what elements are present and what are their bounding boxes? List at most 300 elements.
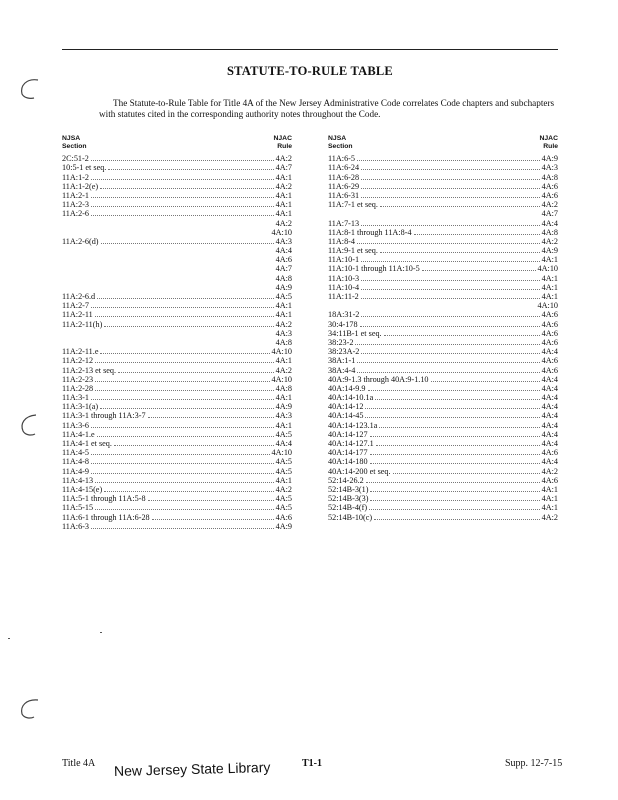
njac-rule: 4A:2 bbox=[275, 319, 292, 329]
leader-dots bbox=[370, 435, 540, 437]
njsa-section: 52:14-26.2 bbox=[328, 475, 364, 485]
table-row bbox=[62, 301, 292, 310]
njsa-section: 40A:14-123.1a bbox=[328, 420, 378, 430]
leader-dots bbox=[104, 490, 273, 492]
table-row bbox=[328, 476, 558, 485]
njsa-section: 40A:14-12 bbox=[328, 402, 364, 412]
njac-rule: 4A:4 bbox=[541, 347, 558, 357]
njsa-section: 40A:14-9.9 bbox=[328, 383, 366, 393]
table-row bbox=[62, 522, 292, 531]
leader-dots bbox=[95, 389, 274, 391]
njac-rule: 4A:1 bbox=[541, 273, 558, 283]
punch-hole-mark bbox=[18, 412, 44, 438]
njsa-section: 11A:1-2(e) bbox=[62, 181, 99, 191]
njac-rule: 4A:4 bbox=[541, 457, 558, 467]
njsa-section: 11A:6-29 bbox=[328, 181, 360, 191]
table-row bbox=[328, 457, 558, 466]
njac-rule: 4A:3 bbox=[541, 163, 558, 173]
leader-dots bbox=[361, 168, 540, 170]
njsa-section: 11A:2-12 bbox=[62, 356, 94, 366]
njsa-section: 11A:3-1 through 11A:3-7 bbox=[62, 411, 146, 421]
njac-rule: 4A:2 bbox=[275, 154, 292, 164]
leader-dots bbox=[375, 398, 539, 400]
footer-page-number: T1-1 bbox=[302, 758, 322, 769]
njac-rule: 4A:4 bbox=[541, 439, 558, 448]
leader-dots bbox=[361, 315, 539, 317]
punch-hole-mark bbox=[18, 696, 44, 722]
leader-dots bbox=[370, 462, 540, 464]
table-row bbox=[62, 255, 292, 264]
leader-dots bbox=[369, 508, 540, 510]
njsa-section: 11A:4-1.e bbox=[62, 429, 95, 439]
njsa-section: 34:11B-1 et seq. bbox=[328, 328, 382, 338]
njsa-section: 40A:14-180 bbox=[328, 457, 368, 467]
leader-dots bbox=[361, 224, 540, 226]
njac-rule: 4A:4 bbox=[541, 420, 558, 430]
leader-dots bbox=[370, 499, 539, 501]
table-row bbox=[62, 292, 292, 301]
table-row bbox=[62, 200, 292, 209]
njac-rule: 4A:7 bbox=[275, 264, 292, 274]
njsa-section: 11A:3-1(a) bbox=[62, 402, 99, 412]
leader-dots bbox=[357, 159, 540, 161]
njac-rule: 4A:4 bbox=[541, 402, 558, 412]
njac-rule: 4A:10 bbox=[271, 347, 292, 357]
table-row bbox=[62, 283, 292, 292]
leader-dots bbox=[365, 407, 539, 409]
table-row bbox=[62, 338, 292, 347]
njac-rule: 4A:6 bbox=[541, 319, 558, 329]
njsa-section: 11A:5-1 through 11A:5-8 bbox=[62, 494, 146, 504]
njac-rule: 4A:7 bbox=[541, 209, 558, 219]
scan-speck bbox=[100, 632, 102, 633]
njsa-section: 52:14B-3(3) bbox=[328, 494, 369, 504]
leader-dots bbox=[384, 334, 540, 336]
leader-dots bbox=[91, 306, 274, 308]
top-rule bbox=[62, 49, 558, 50]
njac-rule: 4A:10 bbox=[537, 301, 558, 311]
njac-rule: 4A:1 bbox=[275, 200, 292, 210]
njsa-section: 52:14B-3(1) bbox=[328, 484, 369, 494]
njac-rule: 4A:6 bbox=[541, 337, 558, 347]
njsa-section: 11A:10-3 bbox=[328, 273, 360, 283]
njsa-section: 11A:2-6(d) bbox=[62, 236, 99, 246]
njac-rule: 4A:10 bbox=[271, 374, 292, 384]
table-row bbox=[328, 310, 558, 319]
header-njac: NJAC bbox=[273, 135, 292, 142]
njsa-section: 38A:1-1 bbox=[328, 356, 356, 366]
njac-rule: 4A:1 bbox=[541, 484, 558, 494]
njsa-section: 11A:6-24 bbox=[328, 163, 360, 173]
leader-dots bbox=[361, 297, 540, 299]
right-table-rows bbox=[328, 154, 558, 522]
table-row bbox=[62, 154, 292, 163]
leader-dots bbox=[95, 380, 269, 382]
table-row bbox=[62, 347, 292, 356]
table-row bbox=[328, 329, 558, 338]
table-row bbox=[328, 356, 558, 365]
njac-rule: 4A:6 bbox=[275, 255, 292, 265]
njsa-section: 11A:5-15 bbox=[62, 503, 94, 513]
leader-dots bbox=[91, 426, 274, 428]
header-section: Section bbox=[328, 142, 353, 150]
njac-rule: 4A:2 bbox=[541, 236, 558, 246]
njsa-section: 38A:4-4 bbox=[328, 365, 356, 375]
njsa-section: 11A:10-4 bbox=[328, 282, 360, 292]
table-row bbox=[328, 301, 558, 310]
right-column bbox=[328, 135, 558, 522]
njsa-section: 11A:7-13 bbox=[328, 218, 360, 228]
njac-rule: 4A:3 bbox=[275, 236, 292, 246]
njsa-section: 11A:6-5 bbox=[328, 154, 355, 164]
njsa-section: 38:23A-2 bbox=[328, 347, 360, 357]
njsa-section: 11A:7-1 et seq. bbox=[328, 200, 378, 210]
njac-rule: 4A:5 bbox=[275, 503, 292, 513]
njsa-section: 11A:10-1 bbox=[328, 255, 360, 265]
leader-dots bbox=[91, 196, 274, 198]
leader-dots bbox=[91, 159, 274, 161]
njac-rule: 4A:9 bbox=[541, 246, 558, 256]
table-row bbox=[62, 439, 292, 448]
left-column-header bbox=[62, 135, 292, 150]
njsa-section: 38:23-2 bbox=[328, 337, 354, 347]
table-row bbox=[62, 191, 292, 200]
njsa-section: 52:14B-10(c) bbox=[328, 512, 373, 522]
table-row bbox=[328, 503, 558, 512]
njac-rule: 4A:3 bbox=[275, 411, 292, 421]
njsa-section: 40A:14-127.1 bbox=[328, 439, 374, 448]
njac-rule: 4A:10 bbox=[537, 264, 558, 274]
table-row bbox=[328, 237, 558, 246]
table-row bbox=[62, 274, 292, 283]
table-row bbox=[328, 375, 558, 384]
njac-rule: 4A:2 bbox=[275, 365, 292, 375]
njac-rule: 4A:6 bbox=[541, 448, 558, 458]
table-row bbox=[328, 274, 558, 283]
table-row bbox=[62, 384, 292, 393]
njac-rule: 4A:9 bbox=[275, 402, 292, 412]
njsa-section: 11A:6-28 bbox=[328, 172, 360, 182]
table-row bbox=[62, 366, 292, 375]
njac-rule: 4A:4 bbox=[541, 383, 558, 393]
leader-dots bbox=[355, 343, 539, 345]
intro-paragraph: The Statute-to-Rule Table for Title 4A of the New Jersey Administrative Code correlates Code chapters and subchapters with statutes cited in the corresponding authority notes throughout the Code. bbox=[99, 98, 555, 119]
table-row bbox=[62, 503, 292, 512]
njsa-section: 11A:2-6 bbox=[62, 209, 89, 219]
table-row bbox=[328, 163, 558, 172]
njsa-section: 11A:2-11 bbox=[62, 310, 93, 320]
table-row bbox=[62, 219, 292, 228]
njac-rule: 4A:1 bbox=[541, 282, 558, 292]
table-row bbox=[62, 411, 292, 420]
njsa-section: 11A:8-4 bbox=[328, 236, 355, 246]
leader-dots bbox=[393, 472, 540, 474]
table-row bbox=[328, 402, 558, 411]
leader-dots bbox=[108, 168, 273, 170]
njsa-section: 11A:4-5 bbox=[62, 448, 89, 458]
njsa-section: 11A:2-13 et seq. bbox=[62, 365, 117, 375]
header-njac: NJAC bbox=[539, 135, 558, 142]
njsa-section: 11A:3-1 bbox=[62, 393, 89, 403]
table-row bbox=[328, 264, 558, 273]
njsa-section: 10:5-1 et seq. bbox=[62, 163, 107, 173]
table-row bbox=[328, 246, 558, 255]
table-row bbox=[62, 182, 292, 191]
leader-dots bbox=[104, 325, 273, 327]
right-column-header bbox=[328, 135, 558, 150]
njac-rule: 4A:8 bbox=[275, 273, 292, 283]
table-row bbox=[328, 255, 558, 264]
footer-title: Title 4A bbox=[62, 758, 96, 769]
njac-rule: 4A:6 bbox=[541, 310, 558, 320]
table-row bbox=[62, 457, 292, 466]
table-row bbox=[62, 485, 292, 494]
njac-rule: 4A:8 bbox=[275, 383, 292, 393]
leader-dots bbox=[365, 416, 539, 418]
table-row bbox=[328, 494, 558, 503]
library-stamp: New Jersey State Library bbox=[113, 758, 271, 780]
table-row bbox=[62, 476, 292, 485]
leader-dots bbox=[91, 205, 274, 207]
leader-dots bbox=[431, 380, 540, 382]
leader-dots bbox=[101, 242, 274, 244]
njac-rule: 4A:8 bbox=[541, 227, 558, 237]
table-row bbox=[328, 209, 558, 218]
table-row bbox=[328, 430, 558, 439]
leader-dots bbox=[95, 481, 274, 483]
njsa-section: 40A:14-45 bbox=[328, 411, 364, 421]
njac-rule: 4A:4 bbox=[541, 218, 558, 228]
table-row bbox=[328, 228, 558, 237]
leader-dots bbox=[414, 233, 540, 235]
njac-rule: 4A:1 bbox=[541, 503, 558, 513]
table-row bbox=[328, 384, 558, 393]
njac-rule: 4A:6 bbox=[541, 190, 558, 200]
leader-dots bbox=[361, 279, 540, 281]
njsa-section: 11A:2-11.e bbox=[62, 347, 99, 357]
table-row bbox=[328, 393, 558, 402]
table-row bbox=[328, 347, 558, 356]
leader-dots bbox=[380, 251, 540, 253]
njac-rule: 4A:5 bbox=[275, 292, 292, 301]
njac-rule: 4A:6 bbox=[541, 356, 558, 366]
njsa-section: 11A:6-3 bbox=[62, 521, 89, 531]
njac-rule: 4A:6 bbox=[541, 365, 558, 375]
leader-dots bbox=[366, 481, 540, 483]
leader-dots bbox=[91, 453, 270, 455]
table-row bbox=[62, 402, 292, 411]
table-row bbox=[62, 320, 292, 329]
leader-dots bbox=[118, 371, 274, 373]
table-row bbox=[328, 200, 558, 209]
njac-rule: 4A:2 bbox=[275, 218, 292, 228]
leader-dots bbox=[95, 508, 274, 510]
njac-rule: 4A:2 bbox=[541, 466, 558, 476]
table-row bbox=[328, 219, 558, 228]
njac-rule: 4A:8 bbox=[541, 172, 558, 182]
njac-rule: 4A:1 bbox=[541, 255, 558, 265]
table-row bbox=[62, 467, 292, 476]
leader-dots bbox=[380, 205, 540, 207]
njsa-section: 11A:6-1 through 11A:6-28 bbox=[62, 512, 150, 522]
njac-rule: 4A:1 bbox=[275, 209, 292, 219]
leader-dots bbox=[376, 444, 540, 446]
leader-dots bbox=[100, 407, 274, 409]
njac-rule: 4A:4 bbox=[275, 246, 292, 256]
table-row bbox=[328, 439, 558, 448]
njsa-section: 11A:3-6 bbox=[62, 420, 89, 430]
header-njsa: NJSA bbox=[62, 135, 81, 142]
njsa-section: 11A:1-2 bbox=[62, 172, 89, 182]
njsa-section: 11A:6-31 bbox=[328, 190, 360, 200]
leader-dots bbox=[91, 472, 274, 474]
table-row bbox=[328, 154, 558, 163]
table-row bbox=[62, 513, 292, 522]
njsa-section: 40A:14-127 bbox=[328, 429, 368, 439]
njac-rule: 4A:2 bbox=[275, 181, 292, 191]
table-row bbox=[62, 163, 292, 172]
njac-rule: 4A:1 bbox=[275, 172, 292, 182]
table-row bbox=[328, 191, 558, 200]
njac-rule: 4A:4 bbox=[541, 411, 558, 421]
leader-dots bbox=[361, 352, 539, 354]
table-row bbox=[328, 448, 558, 457]
left-column bbox=[62, 135, 292, 531]
njac-rule: 4A:5 bbox=[275, 466, 292, 476]
njac-rule: 4A:3 bbox=[275, 328, 292, 338]
table-row bbox=[328, 292, 558, 301]
table-row bbox=[62, 393, 292, 402]
njsa-section: 11A:2-7 bbox=[62, 301, 89, 311]
njac-rule: 4A:7 bbox=[275, 163, 292, 173]
njac-rule: 4A:4 bbox=[541, 393, 558, 403]
table-row bbox=[62, 448, 292, 457]
njsa-section: 11A:4-1 et seq. bbox=[62, 439, 112, 448]
leader-dots bbox=[422, 269, 536, 271]
njac-rule: 4A:1 bbox=[275, 310, 292, 320]
table-row bbox=[328, 283, 558, 292]
njac-rule: 4A:1 bbox=[275, 475, 292, 485]
page-title: STATUTE-TO-RULE TABLE bbox=[227, 64, 393, 78]
njac-rule: 4A:5 bbox=[275, 494, 292, 504]
table-row bbox=[328, 320, 558, 329]
leader-dots bbox=[152, 518, 274, 520]
left-table-rows bbox=[62, 154, 292, 531]
njsa-section: 40A:9-1.3 through 40A:9-1.10 bbox=[328, 374, 429, 384]
njac-rule: 4A:2 bbox=[275, 484, 292, 494]
njsa-section: 40A:14-10.1a bbox=[328, 393, 374, 403]
table-row bbox=[62, 173, 292, 182]
punch-hole-mark bbox=[18, 76, 44, 102]
njac-rule: 4A:4 bbox=[541, 429, 558, 439]
leader-dots bbox=[370, 490, 539, 492]
njsa-section: 11A:2-3 bbox=[62, 200, 89, 210]
table-row bbox=[328, 467, 558, 476]
njac-rule: 4A:9 bbox=[541, 154, 558, 164]
table-row bbox=[62, 264, 292, 273]
njac-rule: 4A:9 bbox=[275, 521, 292, 531]
njac-rule: 4A:2 bbox=[541, 200, 558, 210]
njac-rule: 4A:6 bbox=[541, 328, 558, 338]
njsa-section: 11A:2-11(h) bbox=[62, 319, 103, 329]
table-row bbox=[328, 421, 558, 430]
table-row bbox=[328, 182, 558, 191]
header-rule: Rule bbox=[277, 142, 292, 150]
leader-dots bbox=[97, 297, 273, 299]
leader-dots bbox=[357, 371, 539, 373]
njac-rule: 4A:6 bbox=[275, 512, 292, 522]
leader-dots bbox=[361, 187, 540, 189]
leader-dots bbox=[357, 361, 539, 363]
njsa-section: 11A:9-1 et seq. bbox=[328, 246, 378, 256]
njac-rule: 4A:4 bbox=[275, 439, 292, 448]
njsa-section: 11A:8-1 through 11A:8-4 bbox=[328, 227, 412, 237]
leader-dots bbox=[95, 315, 274, 317]
njsa-section: 11A:4-8 bbox=[62, 457, 89, 467]
table-row bbox=[62, 237, 292, 246]
leader-dots bbox=[361, 288, 540, 290]
table-row bbox=[62, 310, 292, 319]
leader-dots bbox=[95, 361, 274, 363]
leader-dots bbox=[148, 416, 274, 418]
njsa-section: 11A:4-13 bbox=[62, 475, 94, 485]
leader-dots bbox=[374, 518, 540, 520]
leader-dots bbox=[91, 527, 274, 529]
header-rule: Rule bbox=[543, 142, 558, 150]
leader-dots bbox=[368, 389, 540, 391]
njsa-section: 40A:14-200 et seq. bbox=[328, 466, 391, 476]
leader-dots bbox=[91, 462, 274, 464]
table-row bbox=[328, 173, 558, 182]
leader-dots bbox=[114, 444, 274, 446]
njsa-section: 11A:11-2 bbox=[328, 292, 359, 301]
njsa-section: 2C:51-2 bbox=[62, 154, 89, 164]
njac-rule: 4A:1 bbox=[275, 393, 292, 403]
table-row bbox=[62, 430, 292, 439]
njac-rule: 4A:1 bbox=[541, 292, 558, 301]
table-row bbox=[62, 356, 292, 365]
table-row bbox=[328, 338, 558, 347]
table-row bbox=[328, 366, 558, 375]
njac-rule: 4A:9 bbox=[275, 282, 292, 292]
njac-rule: 4A:1 bbox=[275, 420, 292, 430]
header-njsa: NJSA bbox=[328, 135, 347, 142]
njsa-section: 11A:4-15(e) bbox=[62, 484, 103, 494]
njac-rule: 4A:4 bbox=[541, 374, 558, 384]
table-row bbox=[328, 485, 558, 494]
leader-dots bbox=[361, 196, 540, 198]
leader-dots bbox=[91, 214, 274, 216]
leader-dots bbox=[361, 260, 540, 262]
footer-supplement: Supp. 12-7-15 bbox=[505, 758, 563, 769]
leader-dots bbox=[370, 453, 540, 455]
table-row bbox=[328, 513, 558, 522]
njac-rule: 4A:2 bbox=[541, 512, 558, 522]
njsa-section: 11A:2-23 bbox=[62, 374, 94, 384]
njac-rule: 4A:5 bbox=[275, 429, 292, 439]
header-section: Section bbox=[62, 142, 87, 150]
njac-rule: 4A:6 bbox=[541, 475, 558, 485]
njsa-section: 40A:14-177 bbox=[328, 448, 368, 458]
leader-dots bbox=[91, 178, 274, 180]
leader-dots bbox=[360, 325, 540, 327]
leader-dots bbox=[379, 426, 539, 428]
leader-dots bbox=[148, 499, 274, 501]
njsa-section: 30:4-178 bbox=[328, 319, 358, 329]
scan-speck bbox=[8, 638, 10, 639]
table-row bbox=[62, 209, 292, 218]
leader-dots bbox=[100, 187, 274, 189]
